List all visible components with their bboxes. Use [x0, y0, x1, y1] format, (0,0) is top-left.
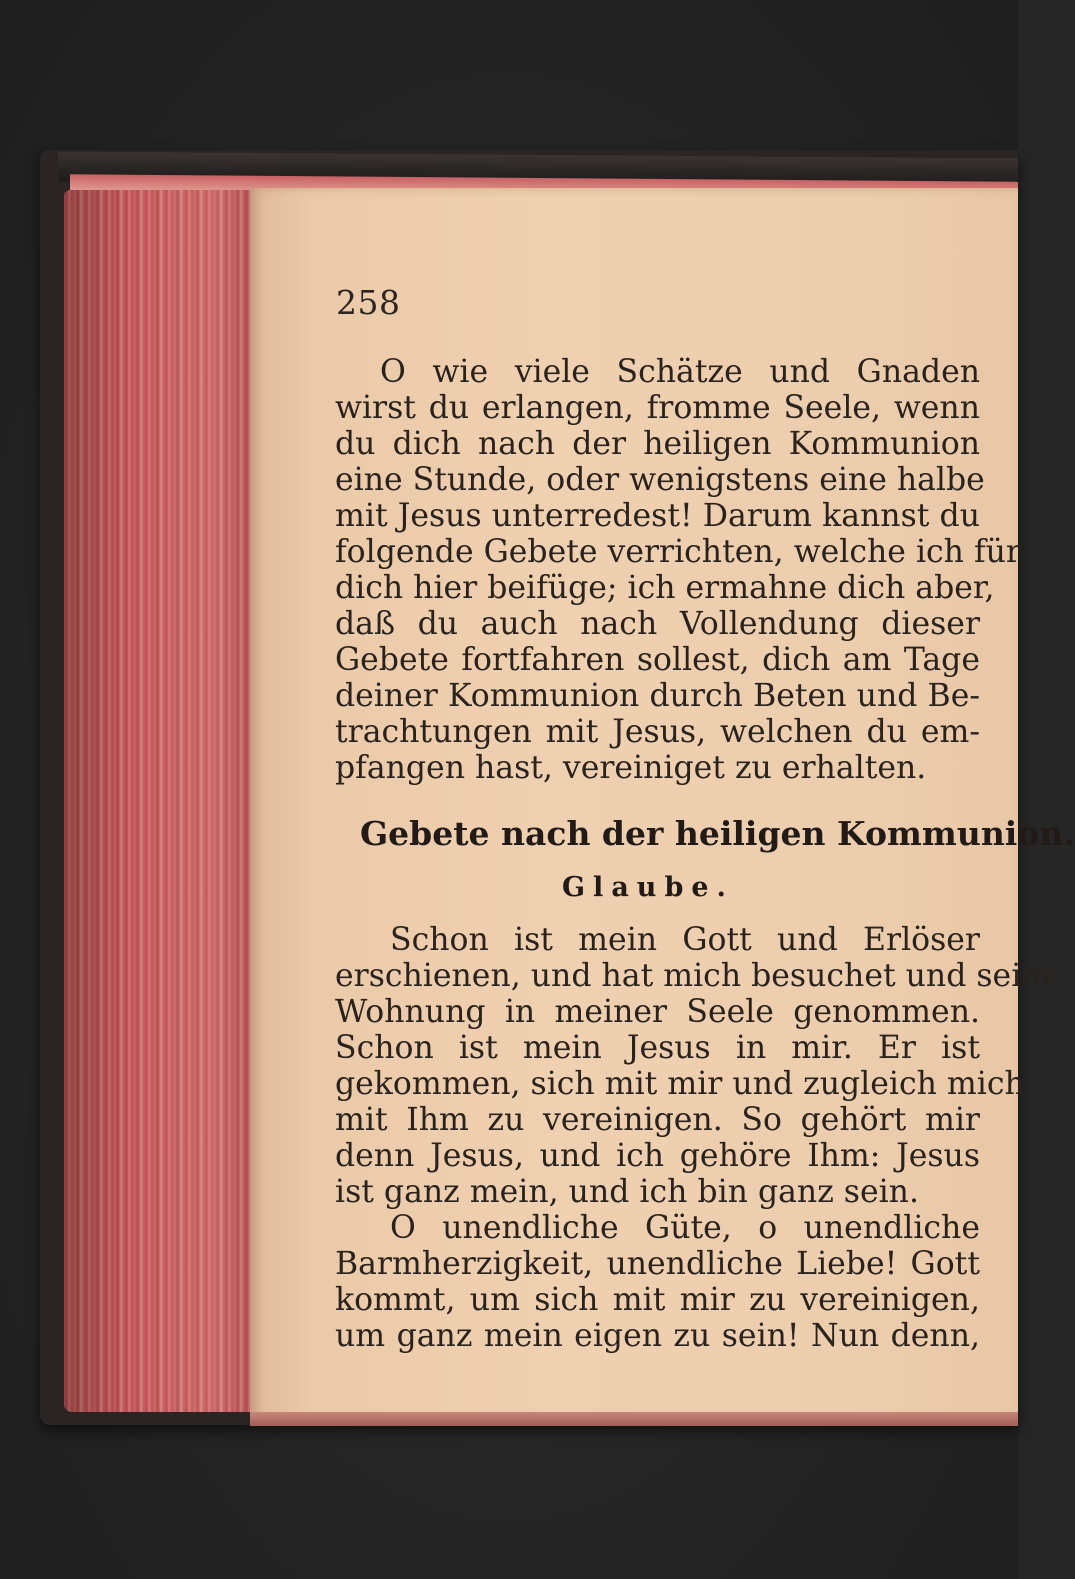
paragraph-line: ist ganz mein, und ich bin ganz sein. [335, 1174, 919, 1210]
paragraph-line: deiner Kommunion durch Beten und Be- [335, 678, 980, 714]
section-subheading: Glaube. [562, 872, 734, 903]
paragraph-line: mit Jesus unterredest! Darum kannst du [335, 498, 980, 534]
paragraph-line: trachtungen mit Jesus, welchen du em- [335, 714, 980, 750]
paragraph-line: wirst du erlangen, fromme Seele, wenn [335, 390, 980, 426]
paragraph-line: Barmherzigkeit, unendliche Liebe! Gott [335, 1246, 980, 1282]
paragraph-line: O unendliche Güte, o unendliche [390, 1210, 980, 1246]
page-stack-shade [64, 190, 254, 1412]
section-heading: Gebete nach der heiligen Kommunion. [360, 814, 1075, 853]
paragraph-line: O wie viele Schätze und Gnaden [380, 354, 980, 390]
paragraph-line: folgende Gebete verrichten, welche ich für [335, 534, 1021, 570]
paragraph-line: mit Ihm zu vereinigen. So gehört mir [335, 1102, 980, 1138]
paragraph-line: du dich nach der heiligen Kommunion [335, 426, 980, 462]
paragraph-line: Schon ist mein Jesus in mir. Er ist [335, 1030, 980, 1066]
paragraph-line: denn Jesus, und ich gehöre Ihm: Jesus [335, 1138, 980, 1174]
paragraph-line: Wohnung in meiner Seele genommen. [335, 994, 980, 1030]
paragraph-line: eine Stunde, oder wenigstens eine halbe [335, 462, 985, 498]
paragraph-line: pfangen hast, vereiniget zu erhalten. [335, 750, 927, 786]
paragraph-line: um ganz mein eigen zu sein! Nun denn, [335, 1318, 980, 1354]
paragraph-line: gekommen, sich mit mir und zugleich mich [335, 1066, 1025, 1102]
paragraph-line: dich hier beifüge; ich ermahne dich aber, [335, 570, 995, 606]
paragraph-line: erschienen, und hat mich besuchet und seine [335, 958, 1061, 994]
paragraph-line: Gebete fortfahren sollest, dich am Tage [335, 642, 980, 678]
paragraph-line: kommt, um sich mit mir zu vereinigen, [335, 1282, 980, 1318]
paragraph-line: Schon ist mein Gott und Erlöser [390, 922, 980, 958]
page-bottom-edge [250, 1412, 1018, 1426]
page-number: 258 [336, 283, 401, 322]
paragraph-line: daß du auch nach Vollendung dieser [335, 606, 980, 642]
